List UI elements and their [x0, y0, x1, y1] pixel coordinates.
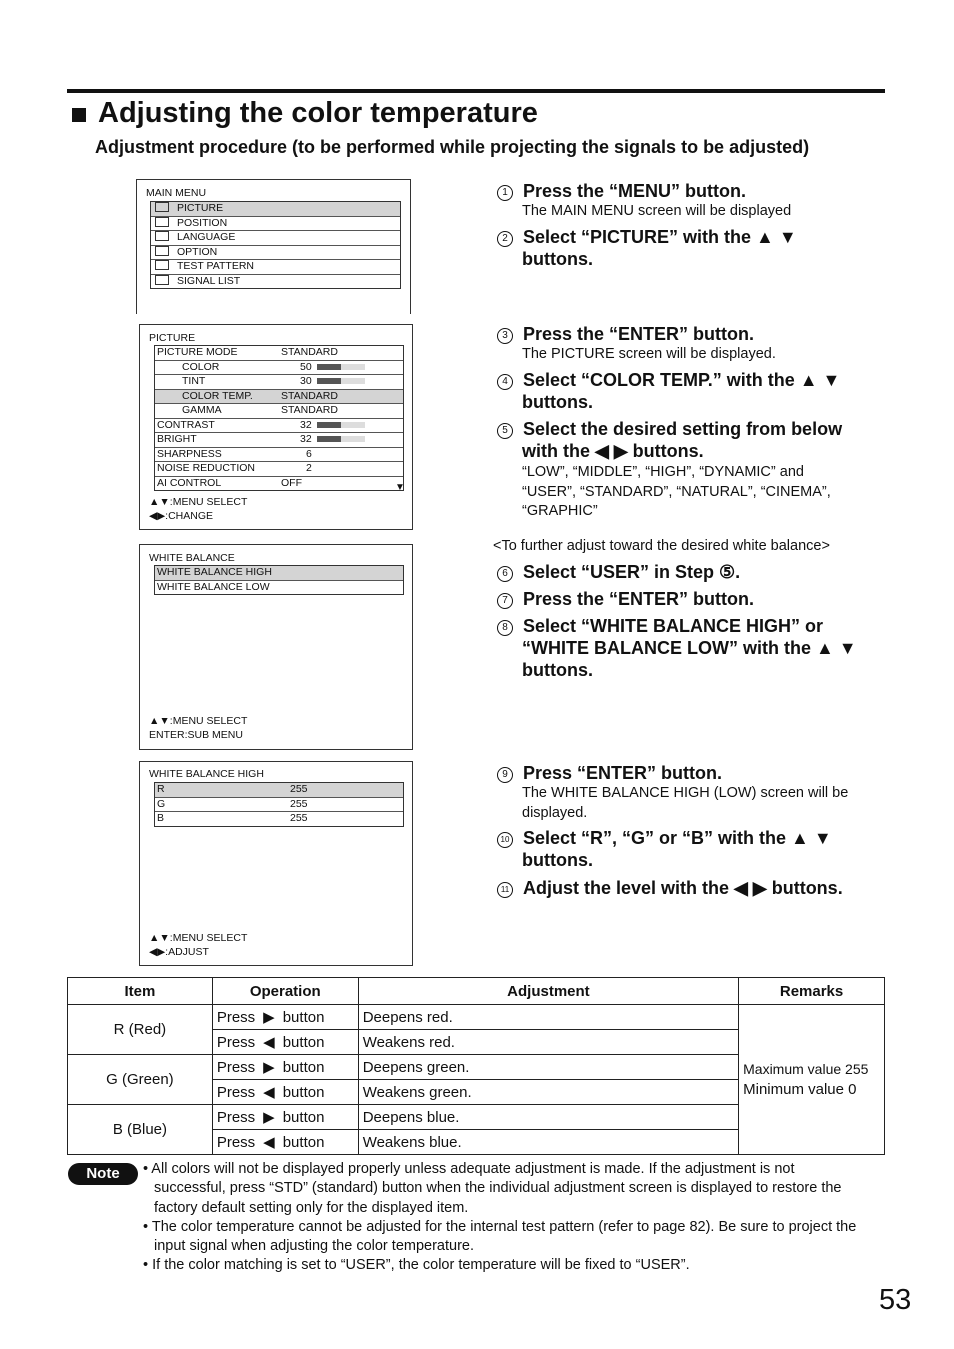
remarks-cell: Maximum value 255 Minimum value 0	[739, 1005, 885, 1155]
adjustment-table	[67, 977, 885, 1155]
osd-footer: ▲▼:MENU SELECT ◀▶:ADJUST	[149, 932, 248, 958]
wb-row-r[interactable]: R 255	[155, 783, 403, 798]
level-bar	[317, 378, 365, 384]
page-title	[72, 97, 538, 130]
adjustment-cell: Weakens red.	[358, 1030, 738, 1055]
adjustment-cell: Weakens blue.	[358, 1130, 738, 1155]
note-item: • The color temperature cannot be adjusted for the internal test pattern (refer to page 82). Be sure to project the input signal when adjusting the color temperature.	[143, 1218, 857, 1255]
level-bar	[317, 364, 365, 370]
menu-item-wb-low[interactable]: WHITE BALANCE LOW	[157, 580, 270, 593]
wb-high-list	[154, 782, 404, 827]
picture-icon	[155, 202, 169, 212]
right-arrow-icon: ▶	[263, 1059, 275, 1076]
step-5: 5 Select the desired setting from below with the ◀ ▶ buttons.	[497, 418, 842, 462]
menu-item-wb-high[interactable]: WHITE BALANCE HIGH	[155, 566, 403, 581]
adjustment-cell: Weakens green.	[358, 1080, 738, 1105]
col-operation: Operation	[212, 978, 358, 1005]
operation-cell: Press ▶ button	[212, 1105, 358, 1130]
picture-row-noise-reduction[interactable]: NOISE REDUCTION 2	[155, 462, 403, 477]
menu-item-test-pattern[interactable]: TEST PATTERN	[151, 260, 400, 275]
step-2: 2 Select “PICTURE” with the ▲ ▼ buttons.	[497, 226, 797, 270]
left-arrow-icon: ◀	[263, 1034, 275, 1051]
picture-row-gamma[interactable]: GAMMA STANDARD	[155, 404, 403, 419]
signal-list-icon	[155, 275, 169, 285]
menu-item-signal-list[interactable]: SIGNAL LIST	[151, 275, 400, 289]
picture-row-sharpness[interactable]: SHARPNESS 6	[155, 448, 403, 463]
table-header-row	[68, 978, 885, 1005]
level-bar	[317, 422, 365, 428]
step-9: 9 Press “ENTER” button.	[497, 762, 722, 784]
page-title-text: Adjusting the color temperature	[98, 97, 538, 129]
language-icon	[155, 231, 169, 241]
page-number: 53	[879, 1284, 912, 1316]
step-10: 10 Select “R”, “G” or “B” with the ▲ ▼ buttons.	[497, 827, 832, 871]
picture-row-bright[interactable]: BRIGHT 32	[155, 433, 403, 448]
osd-title: WHITE BALANCE	[149, 552, 235, 564]
osd-title: PICTURE	[149, 332, 196, 344]
picture-row-tint[interactable]: TINT 30	[155, 375, 403, 390]
picture-row-ai-control[interactable]: AI CONTROL OFF	[157, 476, 302, 489]
picture-list	[154, 345, 404, 491]
operation-cell: Press ◀ button	[212, 1030, 358, 1055]
osd-main-menu	[136, 179, 411, 314]
left-arrow-icon: ◀	[263, 1084, 275, 1101]
bullet-square-icon	[72, 108, 86, 122]
step-3-desc: The PICTURE screen will be displayed.	[522, 346, 776, 362]
step-8: 8 Select “WHITE BALANCE HIGH” or “WHITE BALANCE LOW” with the ▲ ▼ buttons.	[497, 615, 857, 681]
step-1-desc: The MAIN MENU screen will be displayed	[522, 203, 792, 219]
operation-cell: Press ◀ button	[212, 1130, 358, 1155]
step-6: 6 Select “USER” in Step ⑤.	[497, 561, 740, 583]
operation-cell: Press ◀ button	[212, 1080, 358, 1105]
operation-cell: Press ▶ button	[212, 1055, 358, 1080]
osd-title: WHITE BALANCE HIGH	[149, 768, 264, 780]
right-arrow-icon: ▶	[263, 1109, 275, 1126]
adjustment-cell: Deepens red.	[358, 1005, 738, 1030]
wb-row-g[interactable]: G 255	[155, 798, 403, 813]
note-item: • If the color matching is set to “USER”, the color temperature will be fixed to “USER”.	[143, 1257, 690, 1274]
col-remarks: Remarks	[739, 978, 885, 1005]
step-1: 1 Press the “MENU” button.	[497, 180, 746, 202]
osd-footer: ▲▼:MENU SELECT ◀▶:CHANGE	[149, 496, 248, 522]
item-cell: B (Blue)	[68, 1105, 213, 1155]
step-3: 3 Press the “ENTER” button.	[497, 323, 754, 345]
step-7: 7 Press the “ENTER” button.	[497, 588, 754, 610]
step-9-desc: The WHITE BALANCE HIGH (LOW) screen will be displayed.	[522, 785, 849, 821]
step-4: 4 Select “COLOR TEMP.” with the ▲ ▼ buttons.	[497, 369, 840, 413]
further-adjust-note: <To further adjust toward the desired white balance>	[493, 538, 830, 554]
adjustment-cell: Deepens green.	[358, 1055, 738, 1080]
table-row	[68, 1005, 885, 1030]
option-icon	[155, 246, 169, 256]
item-cell: G (Green)	[68, 1055, 213, 1105]
picture-row-mode[interactable]: PICTURE MODE STANDARD	[155, 346, 403, 361]
picture-row-color[interactable]: COLOR 50	[155, 361, 403, 376]
osd-title: MAIN MENU	[146, 187, 207, 199]
osd-picture	[139, 324, 413, 530]
picture-row-color-temp[interactable]: COLOR TEMP. STANDARD	[155, 390, 403, 405]
note-list	[143, 1160, 863, 1276]
item-cell: R (Red)	[68, 1005, 213, 1055]
right-arrow-icon: ▶	[263, 1009, 275, 1026]
picture-row-contrast[interactable]: CONTRAST 32	[155, 419, 403, 434]
white-balance-list	[154, 565, 404, 595]
step-11: 11 Adjust the level with the ◀ ▶ buttons.	[497, 877, 843, 899]
position-icon	[155, 217, 169, 227]
osd-white-balance	[139, 544, 413, 750]
col-adjustment: Adjustment	[358, 978, 738, 1005]
menu-item-language[interactable]: LANGUAGE	[151, 231, 400, 246]
main-menu-list	[150, 201, 401, 289]
header-rule	[67, 89, 885, 93]
adjustment-cell: Deepens blue.	[358, 1105, 738, 1130]
menu-item-position[interactable]: POSITION	[151, 217, 400, 232]
test-pattern-icon	[155, 260, 169, 270]
level-bar	[317, 436, 365, 442]
osd-wb-high	[139, 761, 413, 966]
step-5-desc: “LOW”, “MIDDLE”, “HIGH”, “DYNAMIC” and “USER”, “STANDARD”, “NATURAL”, “CINEMA”, “GRAPHIC”	[522, 464, 831, 519]
menu-item-option[interactable]: OPTION	[151, 246, 400, 261]
note-badge: Note	[68, 1163, 138, 1185]
wb-row-b[interactable]: B 255	[157, 812, 308, 824]
note-item: • All colors will not be displayed properly unless adequate adjustment is made. If the adjustment is not successful, press “STD” (standard) button when the individual adjustment screen is displayed to restore the factory default setting only for the displayed item.	[143, 1161, 842, 1216]
left-arrow-icon: ◀	[263, 1134, 275, 1151]
page-subtitle: Adjustment procedure (to be performed while projecting the signals to be adjusted)	[95, 137, 810, 157]
menu-item-picture[interactable]: PICTURE	[151, 202, 400, 217]
scroll-down-icon: ▼	[395, 482, 405, 493]
osd-footer: ▲▼:MENU SELECT ENTER:SUB MENU	[149, 715, 248, 741]
operation-cell: Press ▶ button	[212, 1005, 358, 1030]
col-item: Item	[68, 978, 213, 1005]
